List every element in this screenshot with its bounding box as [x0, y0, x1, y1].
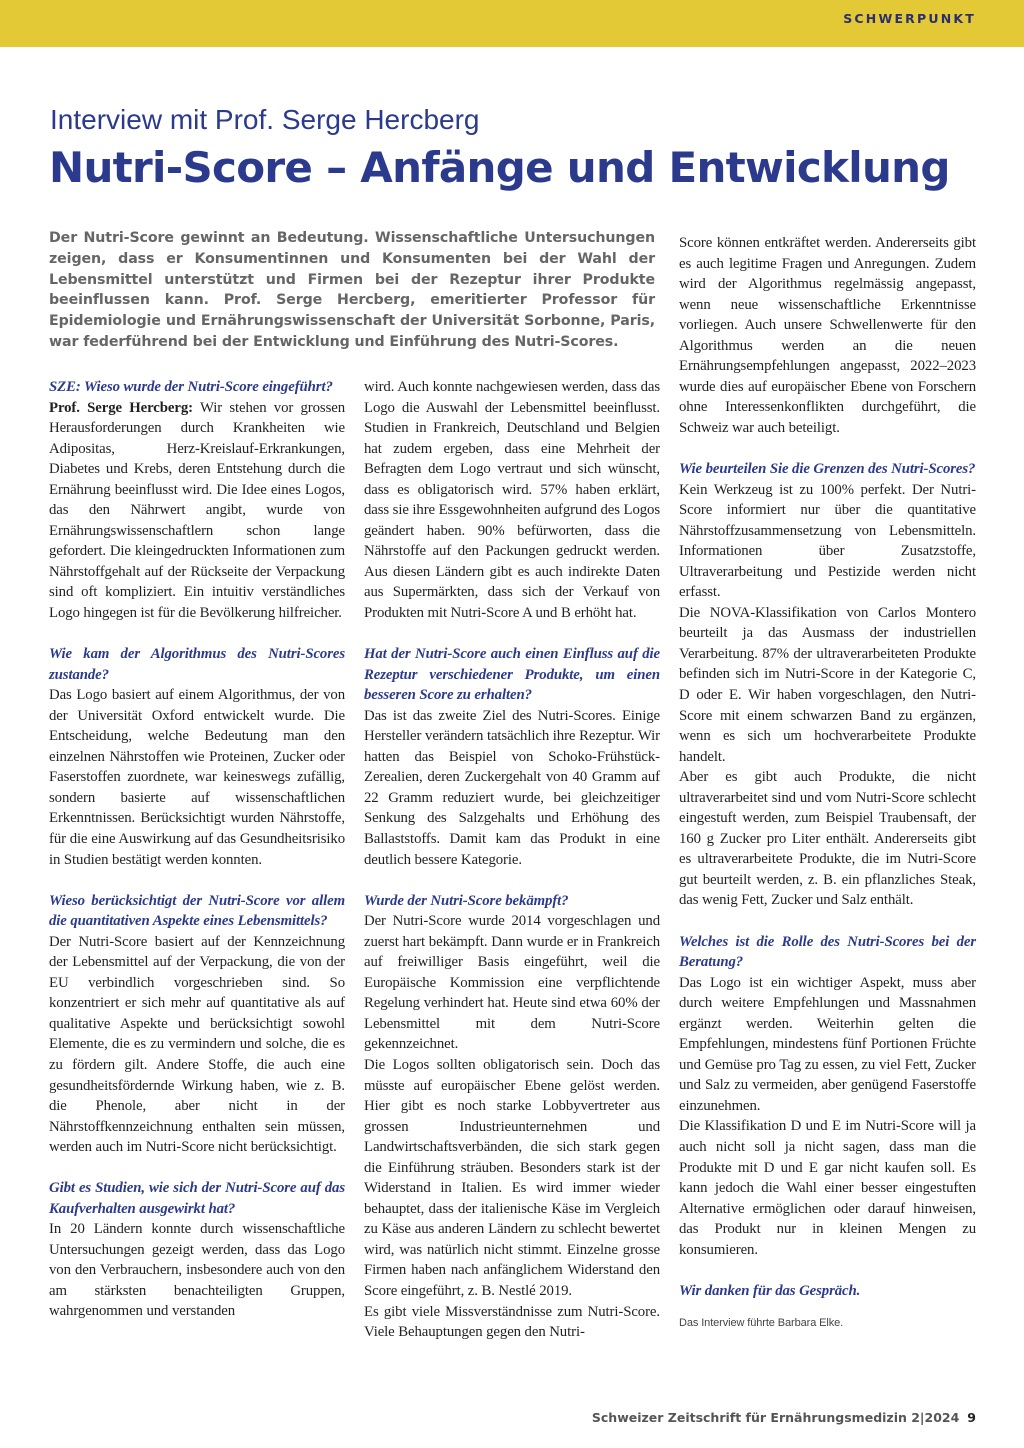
answer-text: Wir stehen vor grossen Herausforderungen durch Krankheiten wie Adipositas, Herz-Kreislauf-Erkrankungen, Diabetes und Krebs, deren Entstehung durch die Ernährung beeinflusst wird. Die Idee eines Logos, das den Nährwert angibt, wurde von Ernährungswissenschaftlern schon lange gefordert. Die kleingedruckten Informationen zum Nährstoffgehalt auf der Rückseite der Verpackung sind oft kompliziert. Ein intuitiv verständliches Logo hingegen ist für die Bevölkerung hilfreicher. — [49, 399, 345, 622]
journal-name: Schweizer Zeitschrift für Ernährungsmedizin 2|2024 — [591, 1410, 960, 1425]
interview-answer — [49, 398, 345, 624]
text-column-2 — [364, 377, 660, 1343]
interview-answer: Kein Werkzeug ist zu 100% perfekt. Der Nutri-Score informiert nur über die quantitative Nährstoffzusammensetzung von Lebensmitteln. Informationen über Zusatzstoffe, Ultraverarbeitung und Pestizide werden nicht erfasst. — [679, 481, 976, 601]
speaker-name: Prof. Serge Hercberg: — [49, 399, 193, 416]
interview-answer: Der Nutri-Score basiert auf der Kennzeichnung der Lebensmittel auf der Verpackung, die von der EU verbindlich vorgeschrieben sind. So konzentriert er sich mehr auf quantitative als auf qualitative Aspekte und berücksichtigt sowohl Elemente, die es zu vermindern und solche, die es zu fördern gilt. Andere Stoffe, die auch eine gesundheitsfördernde Wirkung haben, wie z. B. die Phenole, aber nicht in der Nährstoffkennzeichnung enthalten sein müssen, werden auch im Nutri-Score nicht berücksichtigt. — [49, 933, 345, 1156]
article-kicker: Interview mit Prof. Serge Hercberg — [50, 104, 480, 135]
interview-question: Wurde der Nutri-Score bekämpft? — [364, 892, 569, 909]
interview-question: Wieso berücksichtigt der Nutri-Score vor allem die quantitativen Aspekte eines Lebensmittels? — [49, 892, 345, 930]
interview-credit: Das Interview führte Barbara Elke. — [679, 1317, 844, 1330]
page-number: 9 — [967, 1410, 976, 1425]
interview-question: Gibt es Studien, wie sich der Nutri-Score auf das Kaufverhalten ausgewirkt hat? — [49, 1180, 345, 1217]
text-column-1 — [49, 377, 345, 1322]
interview-answer: Die NOVA-Klassifikation von Carlos Montero beurteilt ja das Ausmass der industriellen Verarbeitung. 87% der ultraverarbeiteten Produkte befinden sich im Nutri-Score in der Kategorie C, D oder E. Wir haben vorgeschlagen, den Nutri-Score mit einem schwarzen Band zu ergänzen, wenn es sich um hochverarbeitete Produkte handelt. — [679, 604, 976, 765]
page-footer — [592, 1410, 976, 1425]
interview-answer: Der Nutri-Score wurde 2014 vorgeschlagen und zuerst hart bekämpft. Dann wurde er in Frankreich auf freiwilliger Basis eingeführt, weil die Europäische Kommission eine verpflichtende Regelung verhindert hat. Heute sind etwa 60% der Lebensmittel mit dem Nutri-Score gekennzeichnet. — [364, 913, 660, 1053]
interview-answer: Die Klassifikation D und E im Nutri-Score will ja auch nicht soll ja nicht sagen, dass man die Produkte mit D und E gar nicht kaufen soll. Es kann jedoch die Wahl einer besser eingestuften Alternative ermöglichen oder darauf hinweisen, das Produkt nur in kleinen Mengen zu konsumieren. — [679, 1118, 976, 1258]
interview-answer: Das Logo basiert auf einem Algorithmus, der von der Universität Oxford entwickelt wurde. Die Entscheidung, welche Bedeutung man den einzelnen Nährstoffen wie Proteinen, Zucker oder Faserstoffen zuordnete, war keineswegs zufällig, sondern basierte auf wissenschaftlichen Erkenntnissen. Berücksichtigt wurden Nährstoffe, für die eine Auswirkung auf das Gesundheitsrisiko in Studien bestätigt werden konnten. — [49, 687, 345, 868]
interview-answer: Die Logos sollten obligatorisch sein. Doch das müsste auf europäischer Ebene gelöst werden. Hier gibt es noch starke Lobbyvertreter aus grossen Industrieunternehmen und Landwirtschaftsverbänden, die sich stark gegen die Einführung sträuben. Besonders stark ist der Widerstand in Italien. Es wird immer wieder behauptet, dass der italienische Käse im Vergleich zu Käse aus anderen Ländern zu schlecht bewertet wird, was natürlich nicht stimmt. Einzelne grosse Firmen haben nach anfänglichem Widerstand den Score eingeführt, z. B. Nestlé 2019. — [364, 1056, 660, 1299]
interview-answer: Das Logo ist ein wichtiger Aspekt, muss aber durch weitere Empfehlungen und Massnahmen ergänzt werden. Weiterhin gelten die Empfehlungen, mindestens fünf Portionen Früchte und Gemüse pro Tag zu essen, zu viel Fett, Zucker und Salz zu vermeiden, aber genügend Faserstoffe einzunehmen. — [679, 974, 976, 1114]
section-label: SCHWERPUNKT — [843, 11, 976, 26]
interview-question: SZE: Wieso wurde der Nutri-Score eingeführt? — [49, 379, 333, 395]
interview-answer: Es gibt viele Missverständnisse zum Nutri-Score. Viele Behauptungen gegen den Nutri- — [364, 1303, 660, 1341]
interview-answer: Das ist das zweite Ziel des Nutri-Scores. Einige Hersteller verändern tatsächlich ihre Rezeptur. Wir hatten das Beispiel von Schoko-Frühstück-Zerealien, deren Zuckergehalt von 40 Gramm auf 22 Gramm reduziert wurde, bei gleichzeitiger Senkung des Salzgehalts und Erhöhung des Ballaststoffs. Damit kam das Produkt in eine deutlich bessere Kategorie. — [364, 707, 660, 868]
article-title: Nutri-Score – Anfänge und Entwicklung — [49, 143, 950, 192]
interview-answer: wird. Auch konnte nachgewiesen werden, dass das Logo die Auswahl der Lebensmittel beeinflusst. Studien in Frankreich, Deutschland und Belgien hat zudem ergeben, dass eine Mehrheit der Befragten dem Logo vertraut und sich wünscht, dass es obligatorisch wird. 57% haben erklärt, dass sie ihre Essgewohnheiten aufgrund des Logos geändert haben. 90% befürworten, dass die Nährstoffe auf den Packungen gedruckt werden. Aus diesen Ländern gibt es auch indirekte Daten aus Supermärkten, dass sich der Verkauf von Produkten mit Nutri-Score A und B erhöht hat. — [364, 379, 661, 622]
interview-question: Welches ist die Rolle des Nutri-Scores bei der Beratung? — [679, 933, 976, 971]
interview-answer: Aber es gibt auch Produkte, die nicht ultraverarbeitet sind und vom Nutri-Score schlecht eingestuft werden, zum Beispiel Traubensaft, der 160 g Zucker pro Liter enthält. Andererseits gibt es ultraverarbeitete Produkte, die im Nutri-Score gut beurteilt werden, z. B. ein pflanzliches Steak, das wenig Fett, Zucker und Salz enthält. — [679, 769, 976, 909]
closing-thanks: Wir danken für das Gespräch. — [679, 1282, 861, 1299]
interview-question: Wie kam der Algorithmus des Nutri-Scores zustande? — [49, 646, 345, 683]
section-header-bar — [0, 0, 1024, 47]
text-column-3 — [679, 233, 976, 1334]
interview-question: Hat der Nutri-Score auch einen Einfluss auf die Rezeptur verschiedener Produkte, um einen besseren Score zu erhalten? — [364, 646, 660, 704]
interview-answer: In 20 Ländern konnte durch wissenschaftliche Untersuchungen gezeigt werden, dass das Logo von den Verbrauchern, insbesondere auch von den am stärksten benachteiligten Gruppen, wahrgenommen und verstanden — [49, 1221, 345, 1320]
article-lead: Der Nutri-Score gewinnt an Bedeutung. Wissenschaftliche Untersuchungen zeigen, dass er Konsumentinnen und Konsumenten bei der Wahl der Lebensmittel unterstützt und Firmen bei der Rezeptur ihrer Produkte beeinflussen kann. Prof. Serge Hercberg, emeritierter Professor für Epidemiologie und Ernährungswissenschaft der Universität Sorbonne, Paris, war federführend bei der Entwicklung und Einführung des Nutri-Scores. — [49, 230, 655, 350]
interview-question: Wie beurteilen Sie die Grenzen des Nutri-Scores? — [679, 460, 976, 477]
interview-answer: Score können entkräftet werden. Andererseits gibt es auch legitime Fragen und Anregungen. Zudem wird der Algorithmus regelmässig angepasst, wenn neue wissenschaftliche Erkenntnisse vorliegen. Auch unsere Schwellenwerte für den Algorithmus werden an die neuen Ernährungsempfehlungen angepasst, 2022–2023 wurde dies auf europäischer Ebene von Forschern ohne Interessenkonflikten durchgeführt, die Schweiz war auch beteiligt. — [679, 235, 976, 436]
